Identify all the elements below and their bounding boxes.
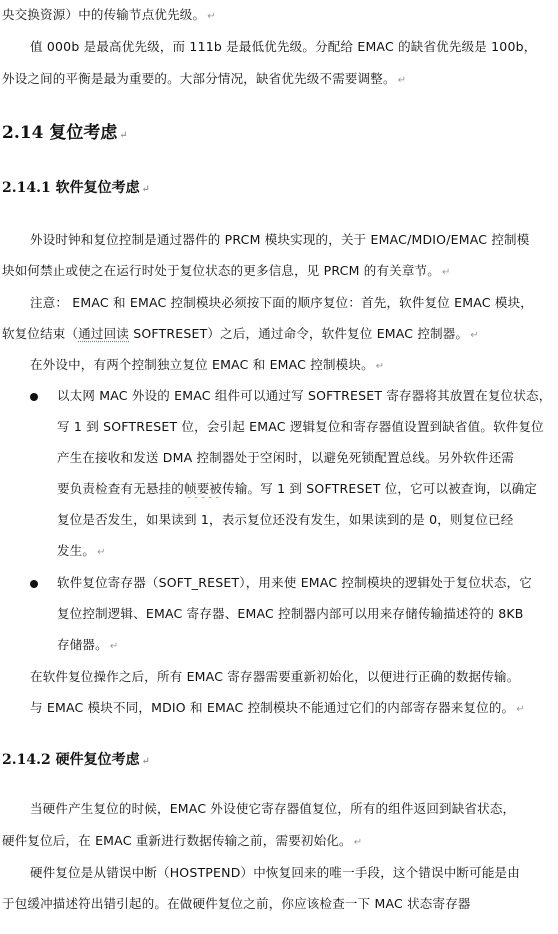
text-line: 硬件复位是从错误中断（HOSTPEND）中恢复回来的唯一手段，这个错误中断可能是由	[30, 865, 520, 880]
text-line: 外设时钟和复位控制是通过器件的 PRCM 模块实现的，关于 EMAC/MDIO/EMAC 控制模	[30, 232, 530, 247]
text-line: 以太网 MAC 外设的 EMAC 组件可以通过写 SOFTRESET 寄存器将其放置在复位状态，	[57, 388, 552, 403]
text-line: 与 EMAC 模块不同，MDIO 和 EMAC 控制模块不能通过它们的内部寄存器来复位的。 ↵	[30, 700, 525, 715]
paragraph-mark: ↵	[516, 704, 525, 715]
text-line: 软件复位寄存器（SOFT_RESET），用来使 EMAC 控制模块的逻辑处于复位状态，它	[57, 575, 532, 590]
text-line: 存储器。 ↵	[57, 637, 119, 652]
text-line: 写 1 到 SOFTRESET 位，会引起 EMAC 逻辑复位和寄存器值设置到缺省值。软件复位	[57, 419, 544, 434]
text-line: 当硬件产生复位的时候，EMAC 外设使它寄存器值复位，所有的组件返回到缺省状态，	[30, 801, 516, 816]
text-line: 于包缓冲描述符出错引起的。在做硬件复位之前，你应该检查一下 MAC 状态寄存器	[2, 896, 471, 911]
subsection-heading: 2.14.1 软件复位考虑 ↵	[2, 180, 150, 196]
underlined-text: 帧要被	[184, 481, 223, 496]
paragraph-mark: ↵	[119, 130, 128, 141]
text-line: 硬件复位后，在 EMAC 重新进行数据传输之前，需要初始化。 ↵	[2, 833, 363, 848]
bullet-icon	[30, 580, 38, 588]
paragraph-mark: ↵	[441, 267, 451, 278]
paragraph-mark: ↵	[141, 184, 150, 195]
text-line: 复位控制逻辑、EMAC 寄存器、EMAC 控制器内部可以用来存储传输描述符的 8KB	[57, 606, 524, 621]
paragraph-mark: ↵	[470, 330, 479, 341]
paragraph-mark: ↵	[141, 756, 150, 767]
paragraph-mark: ↵	[375, 361, 385, 372]
text-line: 复位是否发生，如果读到 1，表示复位还没有发生，如果读到的是 0，则复位已经	[57, 512, 514, 527]
text-line: 值 000b 是最高优先级，而 111b 是最低优先级。分配给 EMAC 的缺省优先级是 100b，	[30, 39, 537, 54]
paragraph-mark: ↵	[397, 75, 407, 86]
section-heading: 2.14 复位考虑 ↵	[2, 123, 128, 143]
text-line: 软复位结束（通过回读 SOFTRESET）之后，通过命令，软件复位 EMAC 控制器。 ↵	[2, 326, 479, 341]
text-line: 发生。 ↵	[57, 543, 106, 558]
text-line: 在软件复位操作之后，所有 EMAC 寄存器需要重新初始化，以便进行正确的数据传输。	[30, 669, 520, 684]
text-line: 注意： EMAC 和 EMAC 控制模块必须按下面的顺序复位：首先，软件复位 EMAC 模块，	[30, 295, 533, 310]
text-line: 外设之间的平衡是最为重要的。大部分情况，缺省优先级不需要调整。 ↵	[2, 71, 407, 86]
underlined-text: 通过回读	[78, 326, 130, 341]
bullet-icon	[30, 393, 38, 401]
text-line: 产生在接收和发送 DMA 控制器处于空闲时，以避免死锁配置总线。另外软件还需	[57, 450, 515, 465]
paragraph-mark: ↵	[109, 641, 119, 652]
paragraph-mark: ↵	[353, 837, 363, 848]
subsection-heading: 2.14.2 硬件复位考虑 ↵	[2, 752, 150, 768]
text-line: 在外设中，有两个控制独立复位 EMAC 和 EMAC 控制模块。 ↵	[30, 357, 385, 372]
text-line: 要负责检查有无悬挂的帧要被传输。写 1 到 SOFTRESET 位，它可以被查询，以确定	[57, 481, 538, 496]
paragraph-mark: ↵	[207, 11, 216, 22]
text-line: 央交换资源）中的传输节点优先级。 ↵	[2, 7, 216, 22]
paragraph-mark: ↵	[97, 547, 106, 558]
text-line: 块如何禁止或使之在运行时处于复位状态的更多信息，见 PRCM 的有关章节。 ↵	[2, 263, 451, 278]
